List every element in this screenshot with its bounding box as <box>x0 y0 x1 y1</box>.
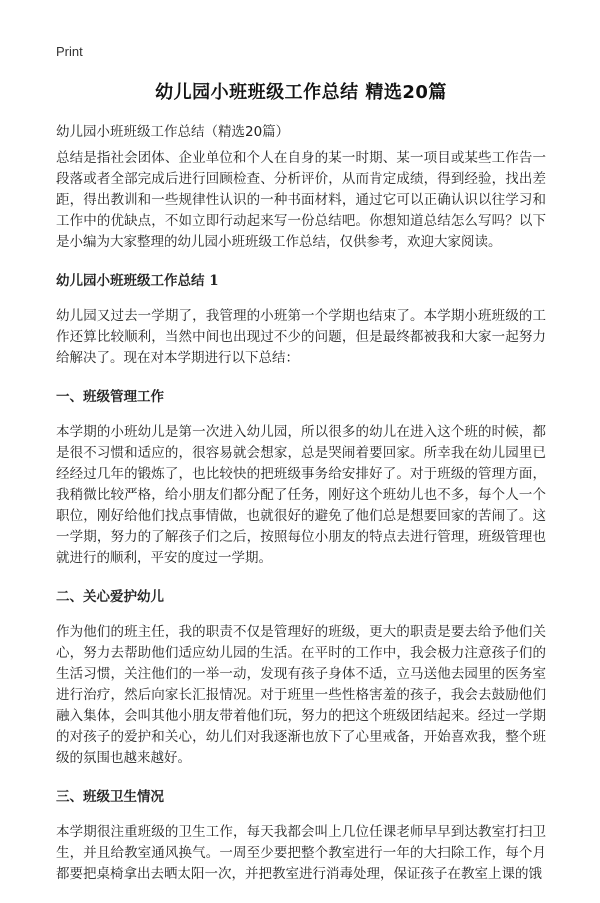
page-title: 幼儿园小班班级工作总结 精选20篇 <box>155 82 447 103</box>
section-heading-care-for-children: 二、关心爱护幼儿 <box>56 589 164 605</box>
article-intro-paragraph: 幼儿园又过去一学期了，我管理的小班第一个学期也结束了。本学期小班班级的工作还算比较顺利，当然中间也出现过不少的问题，但是最终都被我和大家一起努力给解决了。现在对本学期进行以下总结： <box>56 308 546 366</box>
section-heading-class-management: 一、班级管理工作 <box>56 389 164 405</box>
intro-paragraph: 总结是指社会团体、企业单位和个人在自身的某一时期、某一项目或某些工作告一段落或者全部完成后进行回顾检查、分析评价，从而肯定成绩，得到经验，找出差距，得出教训和一些规律性认识的一种书面材料，通过它可以正确认识以往学习和工作中的优缺点，不如立即行动起来写一份总结吧。你想知道总结怎么写吗？以下是小编为大家整理的幼儿园小班班级工作总结，仅供参考，欢迎大家阅读。 <box>56 150 546 250</box>
subtitle: 幼儿园小班班级工作总结（精选20篇） <box>56 124 290 140</box>
article-body <box>56 148 546 903</box>
print-link[interactable]: Print <box>56 44 83 59</box>
section-text-hygiene: 本学期很注重班级的卫生工作，每天我都会叫上几位任课老师早早到达教室打扫卫生，并且给教室通风换气。一周至少要把整个教室进行一年的大扫除工作，每个月都要把桌椅拿出去晒太阳一次，并把教室进行消毒处理，保证孩子在教室上课的饿 <box>56 824 546 882</box>
section-text-class-management: 本学期的小班幼儿是第一次进入幼儿园，所以很多的幼儿在进入这个班的时候，都是很不习惯和适应的，很容易就会想家，总是哭闹着要回家。所幸我在幼儿园里已经经过几年的锻炼了，也比较快的把班级事务给安排好了。对于班级的管理方面，我稍微比较严格，给小朋友们都分配了任务，刚好这个班幼儿也不多，每个人一个职位，刚好给他们找点事情做，也就很好的避免了他们总是想要回家的苦闹了。这一学期，努力的了解孩子们之后，按照每位小朋友的特点去进行管理，班级管理也就进行的顺利，平安的度过一学期。 <box>56 424 546 566</box>
section-heading-hygiene: 三、班级卫生情况 <box>56 789 164 805</box>
article-heading: 幼儿园小班班级工作总结 1 <box>56 273 219 289</box>
section-text-care-for-children: 作为他们的班主任，我的职责不仅是管理好的班级，更大的职责是要去给予他们关心，努力去帮助他们适应幼儿园的生活。在平时的工作中，我会极力注意孩子们的生活习惯，关注他们的一举一动，发现有孩子身体不适，立马送他去园里的医务室进行治疗，然后向家长汇报情况。对于班里一些性格害羞的孩子，我会去鼓励他们融入集体，会叫其他小朋友带着他们玩，努力的把这个班级团结起来。经过一学期的对孩子的爱护和关心，幼儿们对我逐渐也放下了心里戒备，开始喜欢我，整个班级的氛围也越来越好。 <box>56 624 546 766</box>
